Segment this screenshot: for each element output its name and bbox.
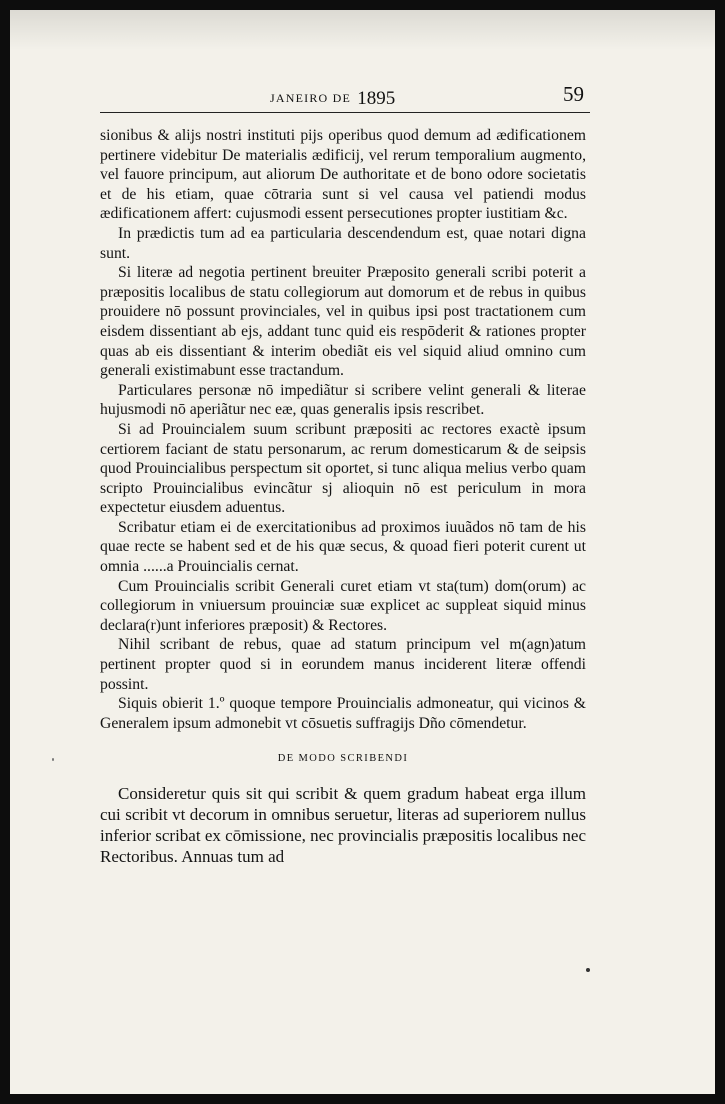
paragraph: Si ad Prouincialem suum scribunt præpositi ac rectores exactè ipsum certiorem faciant de statu personarum, ac rerum domesticarum & de seipsis quod Prouincialibus perspectum sit oportet, si tunc aliqua melius verbo quam scripto Prouincialibus evincãtur sj alioquin nō est periculum in mora expectetur eiusdem aduentus. (100, 420, 586, 517)
body-text (100, 126, 586, 867)
ink-speck (586, 968, 590, 972)
paragraph: Si literæ ad negotia pertinent breuiter Præposito generali scribi poterit a præpositis localibus de statu collegiorum aut domorum et de rebus in quibus prouidere nō possunt provinciales, vel in quibus ipsi post tractationem cum eisdem dissentiant ab ejs, addant tunc quid eis respōderit & rationes propter quas ab eis dissentiant & interim obediãt eis vel siquid aliud omnino cum generali existimabunt esse tractandum. (100, 264, 586, 380)
running-year: 1895 (357, 88, 396, 109)
page-header (100, 76, 590, 113)
paragraph: Particulares personæ nō impediãtur si scribere velint generali & literae hujusmodi nō aperiãtur nec eæ, quas generalis ipsis rescribet. (100, 381, 586, 419)
section-paragraph: Consideretur quis sit qui scribit & quem gradum habeat erga illum cui scribit vt decorum in omnibus seruetur, literas ad superiorem nullus inferior scribat ex cōmissione, nec provincialis præpositis localibus nec Rectoribus. Annuas tum ad (100, 784, 586, 866)
book-page (10, 10, 715, 1094)
section-heading: DE MODO SCRIBENDI (277, 753, 409, 765)
paragraph: Cum Prouincialis scribit Generali curet etiam vt sta(tum) dom(orum) ac collegiorum in vniuersum prouinciæ suæ explicet ac suppleat siquid minus declara(r)unt inferiores præposit) & Rectores. (100, 577, 586, 634)
paragraph: Nihil scribant de rebus, quae ad statum principum vel m(agn)atum pertinent propter quod si in eorundem manus inciderent literæ offendi possint. (100, 636, 586, 693)
paragraph: sionibus & alijs nostri instituti pijs operibus quod demum ad ædificationem pertinere videbitur De materialis ædificij, vel rerum temporalium augmento, vel fauore principum, aut aliorum De authoritate et de bono odore societatis et de his etiam, quae cōtraria sunt si vel causa vel patiendi modus ædificationem affert: cujusmodi essent persecutiones propter iustitiam &c. (100, 127, 586, 223)
ink-speck (52, 758, 54, 761)
paragraph: Scribatur etiam ei de exercitationibus ad proximos iuuãdos nō tam de his quae recte se habent sed et de his quæ secus, & quoad fieri poterit curent ut omnia ......a Prouincialis cernat. (100, 518, 586, 576)
paragraph: Siquis obierit 1.º quoque tempore Prouincialis admoneatur, qui vicinos & Generalem ipsum admonebit vt cōsuetis suffragijs Dño cōmendetur. (100, 695, 586, 732)
running-head (270, 86, 395, 108)
running-title: JANEIRO DE (270, 91, 351, 105)
page-number: 59 (563, 82, 584, 106)
paragraph: In prædictis tum ad ea particularia descendendum est, quae notari digna sunt. (100, 224, 586, 262)
